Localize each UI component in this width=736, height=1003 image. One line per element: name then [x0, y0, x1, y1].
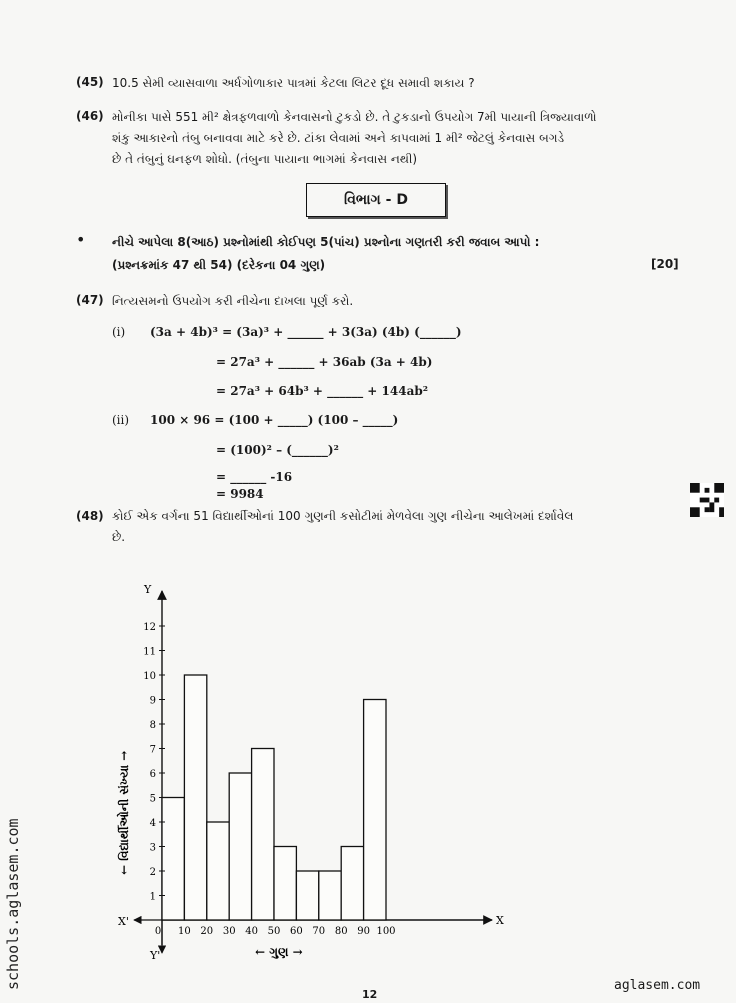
histogram-bar	[274, 847, 296, 921]
q46-number: (46)	[76, 109, 104, 123]
q48-number: (48)	[76, 509, 104, 523]
q47-ii-line1: 100 × 96 = (100 + _____) (100 – _____)	[150, 413, 399, 427]
x-tick-label: 20	[200, 926, 214, 937]
page-number: 12	[362, 988, 378, 1001]
footer-watermark: aglasem.com	[614, 978, 701, 993]
marks-histogram	[100, 575, 520, 970]
x-tick-label: 60	[290, 926, 303, 937]
q46-line3: છે તે તંબુનું ઘનફળ શોધો. (તંબુના પાયાના ભાગમાં કેનવાસ નથી)	[112, 152, 418, 166]
y-tick-label: 4	[149, 818, 156, 829]
x-tick-label: 10	[178, 926, 191, 937]
histogram-bar	[364, 700, 386, 921]
x-tick-label: 70	[312, 926, 326, 937]
instruction-marks: [20]	[651, 257, 679, 271]
x-tick-label: 40	[245, 926, 258, 937]
y-tick-label: 5	[149, 793, 156, 805]
x-tick-label: 50	[267, 926, 281, 937]
x-tick-label: 90	[357, 926, 370, 937]
axis-y-label: Y	[144, 583, 152, 596]
q47-i-line1: (3a + 4b)³ = (3a)³ + ______ + 3(3a) (4b) (______)	[150, 325, 462, 339]
x-axis-title: ← ગુણ →	[255, 945, 303, 959]
y-tick-label: 2	[149, 867, 156, 878]
y-tick-label: 1	[149, 891, 156, 903]
q47-i-label: (i)	[112, 325, 126, 339]
q45-text: 10.5 સેમી વ્યાસવાળા અર્ધગોળાકાર પાત્રમાં કેટલા લિટર દૂધ સમાવી શકાય ?	[112, 76, 475, 90]
q46-line2: શંકુ આકારનો તંબુ બનાવવા માટે કરે છે. ટાંકા લેવામાં અને કાપવામાં 1 મી² જેટલું કેનવાસ બગડે	[112, 131, 565, 145]
q47-i-line3: = 27a³ + 64b³ + ______ + 144ab²	[216, 384, 429, 398]
instruction-line2: (પ્રશ્નક્રમાંક 47 થી 54) (દરેકના 04 ગુણ)	[112, 258, 326, 272]
x-tick-label: 0	[154, 926, 162, 937]
x-tick-label: 80	[334, 926, 348, 937]
histogram-bar	[207, 822, 229, 920]
histogram-bar	[341, 847, 363, 921]
section-title-box	[306, 183, 446, 217]
q46-line1: મોનીકા પાસે 551 મી² ક્ષેત્રફળવાળો કેનવાસનો ટુકડો છે. તે ટુકડાનો ઉપયોગ 7મી પાયાની ત્રિજ્યાવાળો	[112, 110, 597, 124]
instruction-bullet: •	[76, 230, 86, 249]
histogram-bar	[319, 871, 341, 920]
y-tick-label: 10	[143, 671, 156, 682]
q47-text: નિત્યસમનો ઉપયોગ કરી નીચેના દાખલા પૂર્ણ કરો.	[112, 294, 354, 308]
q47-ii-line3: = ______ -16	[216, 470, 293, 484]
q47-i-line2: = 27a³ + ______ + 36ab (3a + 4b)	[216, 355, 433, 369]
q47-ii-line4: = 9984	[216, 487, 264, 501]
y-tick-label: 3	[149, 842, 156, 854]
y-tick-label: 7	[149, 744, 156, 756]
q48-line2: છે.	[112, 530, 126, 544]
qr-code-icon	[690, 483, 724, 517]
y-tick-label: 6	[149, 769, 156, 780]
y-tick-label: 11	[143, 646, 156, 658]
q47-ii-line2: = (100)² – (______)²	[216, 443, 339, 457]
q48-line1: કોઈ એક વર્ગના 51 વિદ્યાર્થીઓનાં 100 ગુણની કસોટીમાં મેળવેલા ગુણ નીચેના આલેખમાં દર્શાવેલ	[112, 509, 574, 523]
x-tick-label: 30	[222, 926, 236, 937]
y-tick-label: 12	[143, 622, 156, 633]
q47-number: (47)	[76, 293, 104, 307]
histogram-bar	[296, 871, 318, 920]
x-tick-label: 100	[376, 926, 396, 937]
y-tick-label: 8	[149, 720, 156, 731]
histogram-bar	[162, 798, 184, 921]
section-title: વિભાગ - D	[344, 192, 408, 208]
q45-number: (45)	[76, 75, 104, 89]
y-axis-title: ← વિદ્યાર્થીઓની સંખ્યા →	[117, 750, 131, 875]
q47-ii-label: (ii)	[112, 413, 130, 427]
side-watermark: schools.aglasem.com	[4, 818, 22, 990]
axis-x-neg-label: X'	[118, 915, 129, 928]
axis-y-neg-label: Y'	[150, 949, 161, 962]
y-tick-label: 9	[149, 695, 156, 707]
histogram-bar	[184, 675, 206, 920]
histogram-bar	[252, 749, 274, 921]
histogram-bar	[229, 773, 251, 920]
instruction-line1: નીચે આપેલા 8(આઠ) પ્રશ્નોમાંથી કોઈપણ 5(પાંચ) પ્રશ્નોના ગણતરી કરી જવાબ આપો :	[112, 235, 540, 249]
axis-x-label: X	[496, 914, 504, 927]
